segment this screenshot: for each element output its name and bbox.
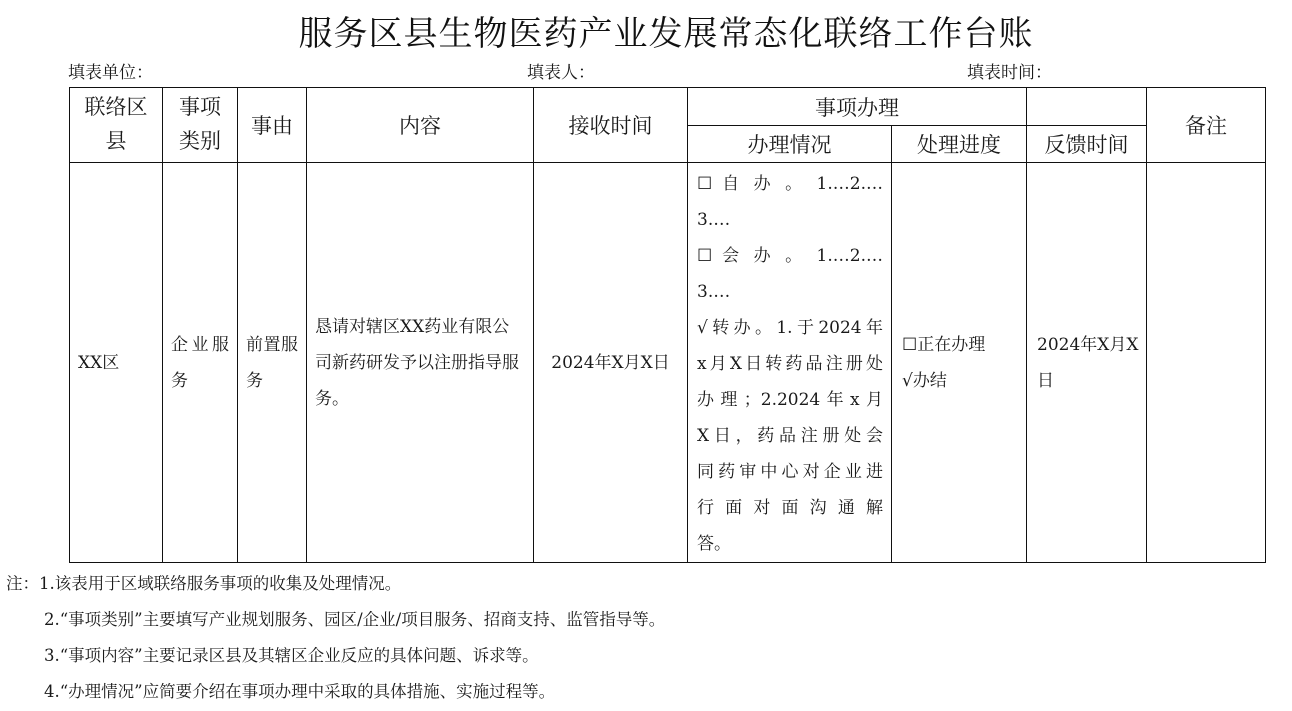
header-received-time: 接收时间 (534, 88, 688, 163)
progress-option-in-progress: ☐正在办理 (902, 334, 986, 355)
header-progress: 处理进度 (892, 126, 1027, 163)
notes (6, 566, 665, 710)
cell-content: 恳请对辖区XX药业有限公司新药研发予以注册指导服务。 (307, 163, 534, 563)
header-feedback-time: 反馈时间 (1027, 126, 1147, 163)
handling-line: 办理；2.2024年x月 (697, 390, 883, 410)
ledger-table (69, 87, 1266, 563)
header-handling-group: 事项办理 (688, 88, 1027, 126)
note-item: 3.“事项内容”主要记录区县及其辖区企业反应的具体问题、诉求等。 (44, 646, 539, 665)
note-item: 注：1.该表用于区域联络服务事项的收集及处理情况。 (6, 574, 402, 593)
handling-line: ☐ 自 办 。 1.…2.… (697, 174, 883, 194)
handling-line: 答。 (697, 534, 731, 554)
header-blank (1027, 88, 1147, 126)
fill-unit-label: 填表单位： (68, 63, 153, 83)
filler-label: 填表人： (527, 63, 595, 83)
cell-handling-status (688, 163, 892, 563)
handling-line: 3.… (697, 282, 731, 302)
page-title: 服务区县生物医药产业发展常态化联络工作台账 (298, 14, 1034, 54)
cell-received-time: 2024年X月X日 (534, 163, 688, 563)
cell-reason: 前置服务 (238, 163, 307, 563)
table-row (70, 163, 1266, 563)
header-handling-status: 办理情况 (688, 126, 892, 163)
note-item: 2.“事项类别”主要填写产业规划服务、园区/企业/项目服务、招商支持、监管指导等。 (44, 610, 666, 629)
cell-progress (892, 163, 1027, 563)
progress-option-completed: √办结 (902, 370, 947, 391)
cell-district: XX区 (70, 163, 163, 563)
header-remarks: 备注 (1147, 88, 1266, 163)
handling-line: ☐ 会 办 。 1.…2.… (697, 246, 883, 266)
handling-line: x月X日转药品注册处 (697, 354, 883, 374)
handling-line: 3.… (697, 210, 731, 230)
handling-line: X日，药品注册处会 (697, 426, 883, 446)
cell-remarks (1147, 163, 1266, 563)
handling-line: 行面对面沟通解 (697, 498, 883, 518)
cell-category: 企业服务 (163, 163, 238, 563)
cell-feedback-time: 2024年X月X日 (1027, 163, 1147, 563)
header-content: 内容 (307, 88, 534, 163)
handling-line: √转办。1.于2024年 (697, 318, 883, 338)
fill-time-label: 填表时间： (967, 63, 1052, 83)
header-category: 事项类别 (163, 88, 238, 163)
note-item: 4.“办理情况”应简要介绍在事项办理中采取的具体措施、实施过程等。 (44, 682, 556, 701)
header-reason: 事由 (238, 88, 307, 163)
handling-line: 同药审中心对企业进 (697, 462, 883, 482)
header-district: 联络区县 (70, 88, 163, 163)
